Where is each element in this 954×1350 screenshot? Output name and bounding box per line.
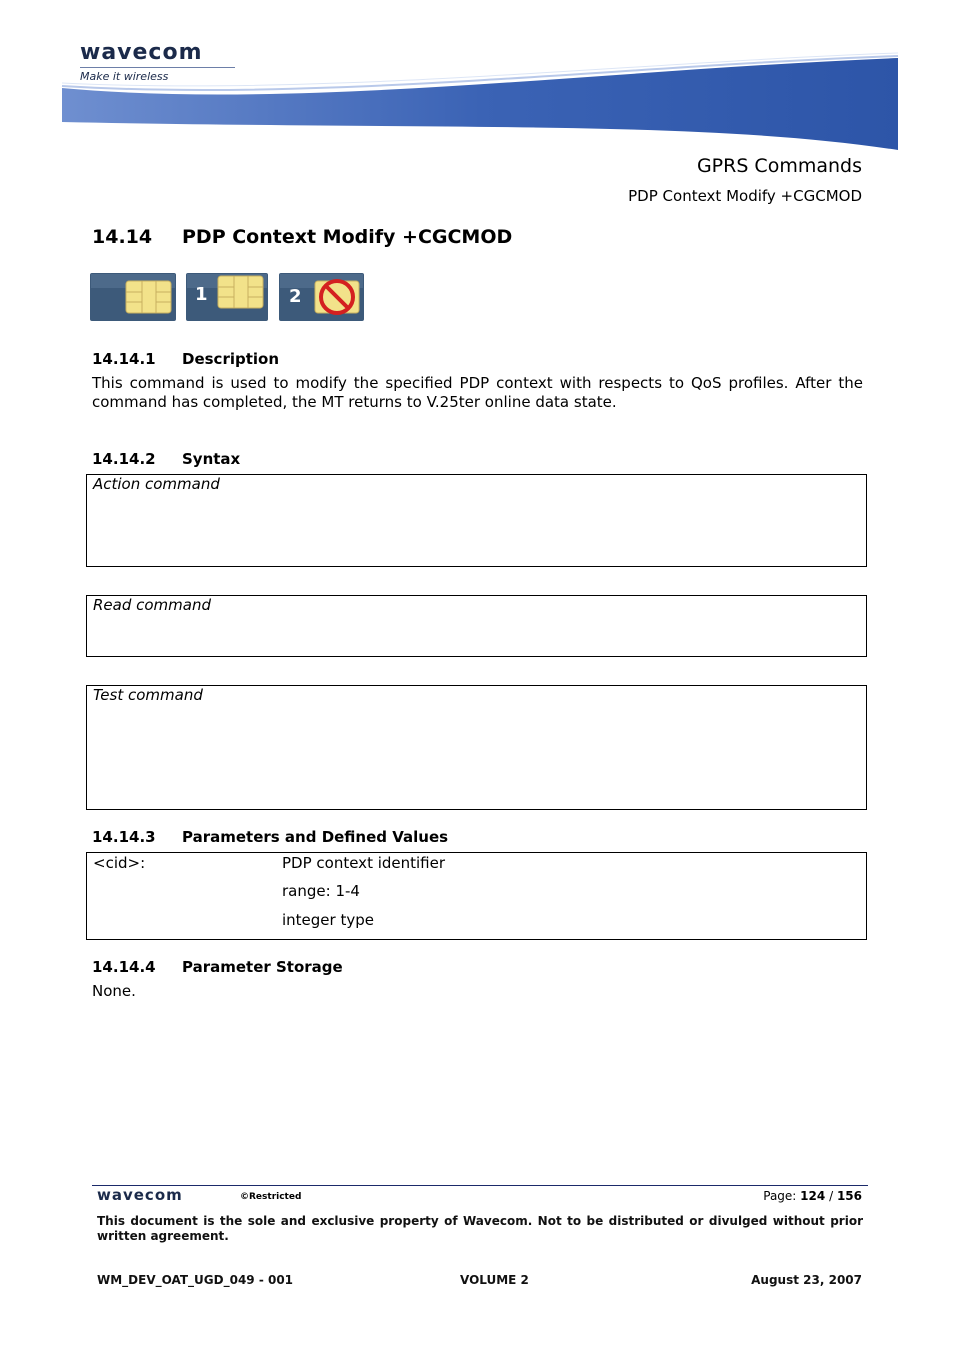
- section-subtitle: PDP Context Modify +CGCMOD: [628, 187, 862, 205]
- param-line: integer type: [282, 911, 374, 929]
- syntax-title: Syntax: [182, 450, 241, 468]
- footer-notice: This document is the sole and exclusive property of Wavecom. Not to be distributed or divulged without prior written agreement.: [97, 1214, 863, 1243]
- footer-restricted: ©Restricted: [240, 1192, 302, 1202]
- page-current: 124: [800, 1189, 826, 1203]
- description-text: This command is used to modify the specified PDP context with respects to QoS profiles. After the command has completed, the MT returns to V.25ter online data state.: [92, 374, 863, 411]
- param-line: range: 1-4: [282, 882, 360, 900]
- logo-brand: wavecom: [80, 40, 203, 65]
- page-separator: /: [829, 1189, 834, 1203]
- storage-text: None.: [92, 982, 136, 1000]
- syntax-number: 14.14.2: [92, 450, 156, 468]
- parameters-title: Parameters and Defined Values: [182, 828, 449, 846]
- footer-logo: wavecom: [97, 1186, 183, 1204]
- test-command-caption: Test command: [93, 686, 203, 704]
- param-cid-name: <cid>:: [93, 854, 146, 872]
- logo-tagline: Make it wireless: [80, 70, 169, 83]
- sim-card-icon: [90, 273, 176, 321]
- syntax-heading: [92, 450, 240, 468]
- sim-card-2: [279, 273, 365, 321]
- param-line: PDP context identifier: [282, 854, 446, 872]
- action-command-box: [86, 474, 867, 567]
- storage-number: 14.14.4: [92, 958, 156, 976]
- footer-volume: VOLUME 2: [460, 1273, 529, 1287]
- parameters-table: [86, 852, 867, 940]
- page-total: 156: [836, 1189, 862, 1203]
- footer-date: August 23, 2007: [751, 1273, 862, 1287]
- footer-page-number: [763, 1189, 862, 1203]
- section-title: GPRS Commands: [696, 155, 862, 177]
- storage-heading: [92, 958, 343, 976]
- description-title: Description: [182, 350, 280, 368]
- read-command-box: [86, 595, 867, 657]
- test-command-box: [86, 685, 867, 810]
- sim-slot-label: 1: [195, 284, 208, 305]
- header-swoosh-banner: [0, 50, 954, 160]
- description-heading: [92, 350, 279, 368]
- footer-rule: [92, 1185, 868, 1186]
- read-command-caption: Read command: [93, 596, 212, 614]
- page-heading: [92, 226, 512, 248]
- heading-number: 14.14: [92, 226, 153, 248]
- sim-slot-label: 2: [289, 286, 302, 307]
- description-number: 14.14.1: [92, 350, 156, 368]
- parameters-number: 14.14.3: [92, 828, 156, 846]
- heading-title: PDP Context Modify +CGCMOD: [182, 226, 513, 248]
- sim-card-1: [186, 273, 272, 321]
- page-label: Page:: [763, 1189, 797, 1203]
- action-command-caption: Action command: [93, 475, 220, 493]
- footer-doc-id: WM_DEV_OAT_UGD_049 - 001: [97, 1273, 294, 1287]
- parameters-heading: [92, 828, 448, 846]
- storage-title: Parameter Storage: [182, 958, 343, 976]
